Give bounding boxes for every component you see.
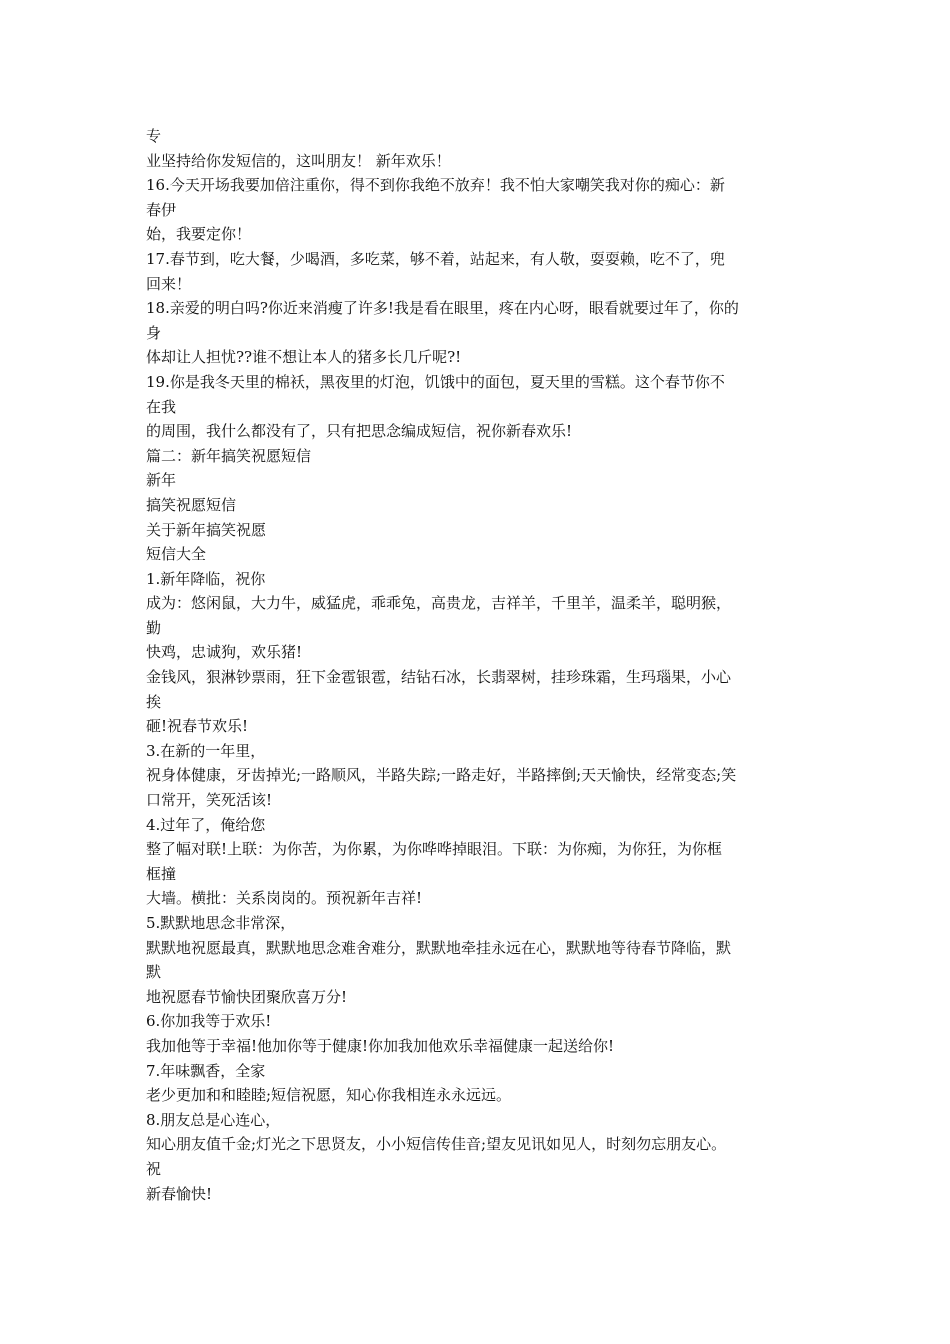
text-line: 口常开，笑死活该! bbox=[146, 791, 273, 810]
text-line: 老少更加和和睦睦;短信祝愿，知心你我相连永永远远。 bbox=[146, 1086, 512, 1105]
text-line: 在我 bbox=[146, 397, 177, 416]
text-line: 的周围，我什么都没有了，只有把思念编成短信，祝你新春欢乐! bbox=[146, 422, 573, 441]
text-line: 短信大全 bbox=[146, 545, 207, 564]
text-line: 整了幅对联!上联：为你苦，为你累，为你哗哗掉眼泪。下联：为你痴，为你狂，为你框 bbox=[146, 840, 723, 859]
text-line: 16.今天开场我要加倍注重你，得不到你我绝不放弃！我不怕大家嘲笑我对你的痴心：新 bbox=[146, 176, 725, 195]
text-line: 18.亲爱的明白吗?你近来消瘦了许多!我是看在眼里，疼在内心呀，眼看就要过年了，你的 bbox=[146, 299, 739, 318]
text-line: 框撞 bbox=[146, 864, 177, 883]
text-line: 勤 bbox=[146, 618, 162, 637]
text-line: 6.你加我等于欢乐! bbox=[146, 1012, 272, 1031]
text-line: 8.朋友总是心连心， bbox=[146, 1110, 281, 1129]
text-line: 金钱风，狠淋钞票雨，狂下金雹银雹，结钻石冰，长翡翠树，挂珍珠霜，生玛瑙果，小心 bbox=[146, 668, 732, 687]
text-line: 搞笑祝愿短信 bbox=[146, 495, 237, 514]
text-line: 17.春节到，吃大餐，少喝酒，多吃菜，够不着，站起来，有人敬，耍耍赖，吃不了，兜 bbox=[146, 249, 725, 268]
section-heading: 篇二：新年搞笑祝愿短信 bbox=[146, 446, 312, 465]
text-line: 专 bbox=[146, 127, 162, 145]
text-line: 春伊 bbox=[146, 200, 177, 219]
document-body bbox=[146, 124, 811, 1206]
text-line: 身 bbox=[146, 323, 162, 342]
text-line: 3.在新的一年里， bbox=[146, 741, 266, 760]
text-line: 地祝愿春节愉快团聚欣喜万分! bbox=[146, 987, 348, 1006]
text-line: 成为：悠闲鼠，大力牛，威猛虎，乖乖兔，高贵龙，吉祥羊，千里羊，温柔羊，聪明猴， bbox=[146, 594, 732, 613]
text-line: 始，我要定你！ bbox=[146, 225, 252, 244]
text-line: 祝 bbox=[146, 1159, 162, 1178]
text-line: 快鸡，忠诚狗，欢乐猪! bbox=[146, 643, 303, 662]
text-line: 1.新年降临，祝你 bbox=[146, 569, 266, 588]
text-line: 体却让人担忧??谁不想让本人的猪多长几斤呢?! bbox=[146, 348, 462, 367]
text-line: 5.默默地思念非常深， bbox=[146, 914, 296, 932]
text-line: 回来！ bbox=[146, 274, 192, 293]
text-line: 我加他等于幸福!他加你等于健康!你加我加他欢乐幸福健康一起送给你! bbox=[146, 1036, 615, 1055]
text-line: 新年 bbox=[146, 471, 177, 490]
text-line: 默默地祝愿最真，默默地思念难舍难分，默默地牵挂永远在心，默默地等待春节降临，默 bbox=[146, 938, 732, 957]
text-line: 默 bbox=[146, 963, 162, 982]
text-line: 祝身体健康，牙齿掉光;一路顺风，半路失踪;一路走好，半路摔倒;天天愉快，经常变态;笑 bbox=[146, 766, 737, 785]
text-line: 19.你是我冬天里的棉袄，黑夜里的灯泡，饥饿中的面包，夏天里的雪糕。这个春节你不 bbox=[146, 372, 725, 391]
text-line: 挨 bbox=[146, 692, 162, 711]
text-line: 关于新年搞笑祝愿 bbox=[146, 520, 267, 539]
text-line: 4.过年了，俺给您 bbox=[146, 815, 266, 834]
text-line: 砸!祝春节欢乐! bbox=[146, 717, 249, 736]
text-line: 知心朋友值千金;灯光之下思贤友，小小短信传佳音;望友见讯如见人，时刻勿忘朋友心。 bbox=[146, 1135, 727, 1154]
text-line: 7.年味飘香，全家 bbox=[146, 1061, 266, 1080]
text-line: 大墙。横批：关系岗岗的。预祝新年吉祥! bbox=[146, 889, 423, 908]
text-line: 业坚持给你发短信的，这叫朋友！ 新年欢乐！ bbox=[146, 151, 451, 170]
text-line: 新春愉快! bbox=[146, 1184, 213, 1203]
